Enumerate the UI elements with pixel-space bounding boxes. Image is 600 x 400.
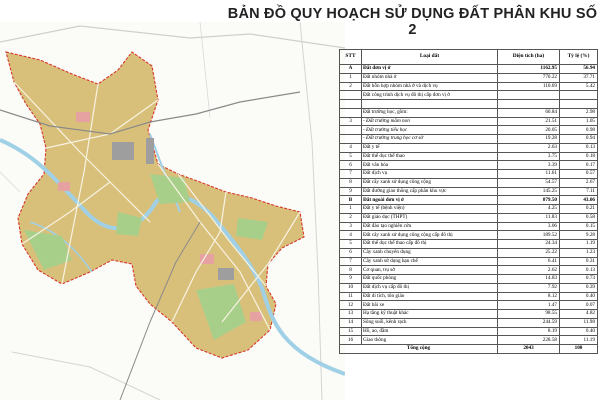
row-area: 3.39 xyxy=(498,161,560,170)
row-land-type: Đất quốc phòng xyxy=(362,275,498,284)
row-land-type: Sông suối, kênh rạch xyxy=(362,318,498,327)
column-header-stt: STT xyxy=(340,50,362,65)
row-land-type: Đất trường học, gồm: xyxy=(362,108,498,117)
row-ratio: 0.94 xyxy=(560,135,598,144)
row-ratio xyxy=(560,100,598,109)
row-area: 244.59 xyxy=(498,318,560,327)
row-land-type: Đất y tế xyxy=(362,143,498,152)
row-stt: 16 xyxy=(340,336,362,345)
row-land-type: Đất y tế (bệnh viện) xyxy=(362,205,498,214)
row-stt: 4 xyxy=(340,143,362,152)
row-stt xyxy=(340,108,362,117)
row-area: 2.62 xyxy=(498,266,560,275)
row-ratio: 0.13 xyxy=(560,266,598,275)
row-ratio: 0.15 xyxy=(560,222,598,231)
row-ratio: 5.42 xyxy=(560,82,598,91)
row-land-type: Đất nhóm nhà ở xyxy=(362,73,498,82)
row-area: 60.84 xyxy=(498,108,560,117)
row-area: 98.55 xyxy=(498,310,560,319)
table-row xyxy=(340,117,598,126)
row-area: 879.50 xyxy=(498,196,560,205)
row-stt: 5 xyxy=(340,152,362,161)
row-stt xyxy=(340,100,362,109)
row-area: 1.47 xyxy=(498,301,560,310)
row-land-type: Đất hỗn hợp nhóm nhà ở và dịch vụ xyxy=(362,82,498,91)
row-ratio: 43.06 xyxy=(560,196,598,205)
row-area: 145.25 xyxy=(498,187,560,196)
row-ratio: 0.57 xyxy=(560,170,598,179)
row-area: 25.22 xyxy=(498,248,560,257)
row-area: 54.57 xyxy=(498,178,560,187)
row-land-type: Đất di tích, tôn giáo xyxy=(362,292,498,301)
table-row xyxy=(340,178,598,187)
row-ratio: 0.40 xyxy=(560,292,598,301)
row-land-type: Đất thể dục thể thao xyxy=(362,152,498,161)
row-ratio: 1.05 xyxy=(560,117,598,126)
row-stt: 1 xyxy=(340,205,362,214)
row-ratio: 1.19 xyxy=(560,240,598,249)
row-land-type: Cây xanh sử dụng hạn chế xyxy=(362,257,498,266)
table-row xyxy=(340,266,598,275)
table-row xyxy=(340,301,598,310)
row-stt: 10 xyxy=(340,283,362,292)
row-stt: 7 xyxy=(340,170,362,179)
row-area: 110.69 xyxy=(498,82,560,91)
row-ratio: 0.40 xyxy=(560,327,598,336)
row-stt: 7 xyxy=(340,257,362,266)
row-ratio: 2.67 xyxy=(560,178,598,187)
table-row xyxy=(340,310,598,319)
table-row xyxy=(340,196,598,205)
row-area: 20.05 xyxy=(498,126,560,135)
infrastructure-area xyxy=(112,142,134,160)
column-header-ratio: Tỷ lệ (%) xyxy=(560,50,598,65)
row-area: 21.51 xyxy=(498,117,560,126)
table-header-row xyxy=(340,50,598,65)
table-row xyxy=(340,135,598,144)
row-area: 1162.95 xyxy=(498,65,560,74)
row-land-type: Đất cây xanh sử dụng công cộng xyxy=(362,178,498,187)
row-stt: B xyxy=(340,196,362,205)
column-header-land-type: Loại đất xyxy=(362,50,498,65)
row-stt: 2 xyxy=(340,82,362,91)
row-ratio: 7.11 xyxy=(560,187,598,196)
row-ratio: 37.71 xyxy=(560,73,598,82)
row-ratio: 0.98 xyxy=(560,126,598,135)
public-land xyxy=(250,312,262,321)
row-land-type: Giao thông xyxy=(362,336,498,345)
row-stt: 1 xyxy=(340,73,362,82)
row-land-type xyxy=(362,100,498,109)
table-row xyxy=(340,91,598,100)
row-stt: 8 xyxy=(340,178,362,187)
table-row xyxy=(340,222,598,231)
table-row xyxy=(340,248,598,257)
table-row xyxy=(340,108,598,117)
total-ratio: 100 xyxy=(560,345,598,354)
table-row xyxy=(340,143,598,152)
land-use-table-wrap xyxy=(339,49,597,398)
row-land-type: Đất dịch vụ cấp đô thị xyxy=(362,283,498,292)
public-land xyxy=(76,112,90,122)
table-row xyxy=(340,275,598,284)
row-stt: 3 xyxy=(340,117,362,126)
land-use-map xyxy=(0,22,345,400)
row-stt xyxy=(340,91,362,100)
row-land-type: Đất đơn vị ở xyxy=(362,65,498,74)
row-area: 11.61 xyxy=(498,170,560,179)
row-land-type: Đất văn hóa xyxy=(362,161,498,170)
row-land-type: Cơ quan, trụ sở xyxy=(362,266,498,275)
row-area: 4.25 xyxy=(498,205,560,214)
row-land-type: - Đất trường tiểu học xyxy=(362,126,498,135)
row-area: 770.22 xyxy=(498,73,560,82)
row-stt: 4 xyxy=(340,231,362,240)
row-stt: 6 xyxy=(340,248,362,257)
row-ratio: 0.73 xyxy=(560,275,598,284)
table-row xyxy=(340,292,598,301)
row-area: 6.41 xyxy=(498,257,560,266)
row-ratio: 0.39 xyxy=(560,283,598,292)
row-area xyxy=(498,100,560,109)
row-stt: 3 xyxy=(340,222,362,231)
row-ratio xyxy=(560,91,598,100)
row-area: 3.75 xyxy=(498,152,560,161)
row-land-type: Đất công trình dịch vụ đô thị cấp đơn vị ở xyxy=(362,91,498,100)
row-stt: 11 xyxy=(340,292,362,301)
row-stt: 2 xyxy=(340,213,362,222)
row-stt xyxy=(340,135,362,144)
row-land-type: Cây xanh chuyên dụng xyxy=(362,248,498,257)
row-land-type: Hồ, ao, đầm xyxy=(362,327,498,336)
table-row xyxy=(340,231,598,240)
row-land-type: Hạ tầng kỹ thuật khác xyxy=(362,310,498,319)
table-row xyxy=(340,161,598,170)
table-row xyxy=(340,187,598,196)
row-ratio: 4.82 xyxy=(560,310,598,319)
map-title: BẢN ĐỒ QUY HOẠCH SỬ DỤNG ĐẤT PHÂN KHU SỐ 2 xyxy=(227,6,598,38)
row-land-type: Đất cây xanh sử dụng công cộng cấp đô thị xyxy=(362,231,498,240)
table-row xyxy=(340,100,598,109)
row-land-type: Đất giáo dục (THPT) xyxy=(362,213,498,222)
public-land xyxy=(58,182,70,191)
row-stt: 8 xyxy=(340,266,362,275)
row-land-type: - Đất trường trung học cơ sở xyxy=(362,135,498,144)
table-row xyxy=(340,327,598,336)
table-row xyxy=(340,73,598,82)
table-row xyxy=(340,318,598,327)
row-stt: 12 xyxy=(340,301,362,310)
column-header-area: Diện tích (ha) xyxy=(498,50,560,65)
row-ratio: 11.19 xyxy=(560,336,598,345)
infrastructure-area xyxy=(218,268,234,280)
row-area: 7.92 xyxy=(498,283,560,292)
row-stt: 6 xyxy=(340,161,362,170)
row-stt: 13 xyxy=(340,310,362,319)
row-area: 189.52 xyxy=(498,231,560,240)
row-stt: 9 xyxy=(340,275,362,284)
infrastructure-area xyxy=(146,138,154,164)
row-area xyxy=(498,91,560,100)
row-area: 14.83 xyxy=(498,275,560,284)
table-row xyxy=(340,240,598,249)
table-row xyxy=(340,82,598,91)
table-row xyxy=(340,336,598,345)
row-ratio: 1.23 xyxy=(560,248,598,257)
row-land-type: Đất dịch vụ xyxy=(362,170,498,179)
row-ratio: 0.58 xyxy=(560,213,598,222)
table-row xyxy=(340,213,598,222)
row-land-type: Đất bãi xe xyxy=(362,301,498,310)
row-area: 8.12 xyxy=(498,292,560,301)
row-ratio: 0.07 xyxy=(560,301,598,310)
row-stt: 5 xyxy=(340,240,362,249)
table-total-row xyxy=(340,345,598,354)
row-stt xyxy=(340,126,362,135)
row-land-type: Đất ngoài đơn vị ở xyxy=(362,196,498,205)
land-use-table xyxy=(339,49,598,354)
row-stt: A xyxy=(340,65,362,74)
row-area: 228.58 xyxy=(498,336,560,345)
row-ratio: 0.17 xyxy=(560,161,598,170)
row-stt: 9 xyxy=(340,187,362,196)
row-stt: 15 xyxy=(340,327,362,336)
table-row xyxy=(340,126,598,135)
row-ratio: 0.18 xyxy=(560,152,598,161)
row-land-type: Đất thể dục thể thao cấp đô thị xyxy=(362,240,498,249)
total-label: Tổng cộng xyxy=(340,345,498,354)
row-area: 8.19 xyxy=(498,327,560,336)
row-ratio: 0.31 xyxy=(560,257,598,266)
table-row xyxy=(340,65,598,74)
table-row xyxy=(340,152,598,161)
row-ratio: 0.21 xyxy=(560,205,598,214)
row-ratio: 11.98 xyxy=(560,318,598,327)
row-land-type: Đất đường giao thông cấp phân khu vực xyxy=(362,187,498,196)
table-row xyxy=(340,283,598,292)
table-row xyxy=(340,170,598,179)
row-land-type: Đất đào tạo nghiên cứu xyxy=(362,222,498,231)
table-row xyxy=(340,257,598,266)
row-land-type: - Đất trường mầm non xyxy=(362,117,498,126)
table-row xyxy=(340,205,598,214)
row-stt: 14 xyxy=(340,318,362,327)
row-area: 11.83 xyxy=(498,213,560,222)
row-ratio: 56.94 xyxy=(560,65,598,74)
total-area: 2043 xyxy=(498,345,560,354)
row-ratio: 0.13 xyxy=(560,143,598,152)
row-ratio: 2.98 xyxy=(560,108,598,117)
row-area: 19.28 xyxy=(498,135,560,144)
row-area: 24.34 xyxy=(498,240,560,249)
row-area: 2.63 xyxy=(498,143,560,152)
row-area: 3.06 xyxy=(498,222,560,231)
row-ratio: 9.28 xyxy=(560,231,598,240)
